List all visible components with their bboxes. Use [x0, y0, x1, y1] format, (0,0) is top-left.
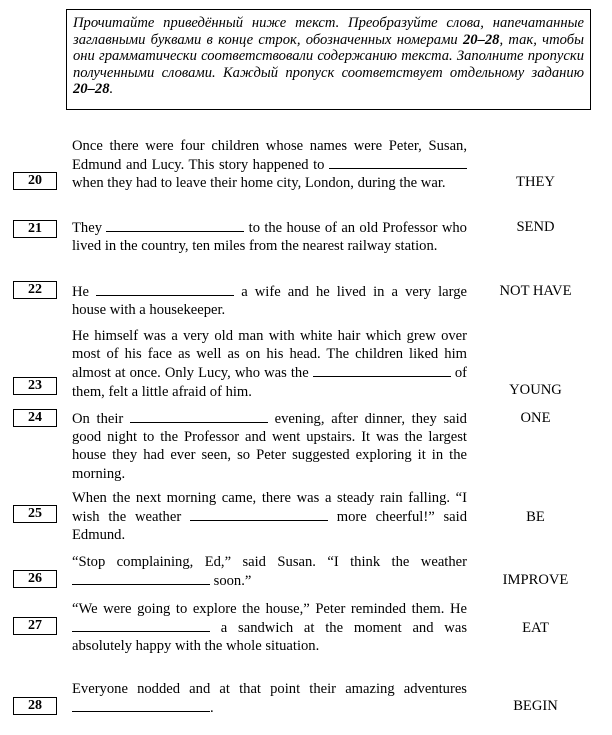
task-text — [72, 489, 467, 545]
text-after-gap: to the house of an old Professor who lived in the country, ten miles from the nearest railway station. — [72, 220, 467, 255]
text-after-gap: of them, felt a little afraid of him. — [72, 365, 467, 400]
base-word: BEGIN — [513, 698, 558, 714]
task-text — [72, 409, 467, 483]
base-word: THEY — [516, 174, 555, 190]
instructions-range-1: 20–28 — [462, 31, 500, 48]
base-word: BE — [526, 509, 545, 525]
base-word: SEND — [516, 219, 555, 235]
base-word: IMPROVE — [502, 572, 569, 588]
text-after-gap: . — [210, 700, 214, 717]
text-after-gap: evening, after dinner, they said good night to the Professor and went upstairs. It was the largest house they had ever seen, so Peter suggested exploring it in the morning. — [72, 411, 467, 482]
text-before-gap: “Stop complaining, Ed,” said Susan. “I think the weather — [72, 554, 467, 570]
instructions-box — [66, 9, 591, 110]
task-number: 26 — [13, 570, 57, 588]
task-text — [72, 327, 467, 401]
text-before-gap: They — [72, 220, 107, 236]
task-number: 25 — [13, 505, 57, 523]
task-text — [72, 137, 467, 193]
text-before-gap: When the next morning came, there was a steady rain falling. “I wish the weather — [72, 490, 467, 526]
text-after-gap: a wife and he lived in a very large house with a housekeeper. — [72, 284, 467, 319]
text-before-gap: “We were going to explore the house,” Peter reminded them. He — [72, 601, 467, 617]
task-text — [72, 218, 467, 255]
task-text — [72, 282, 467, 319]
text-before-gap: On their — [72, 411, 130, 427]
task-number: 24 — [13, 409, 57, 427]
task-number: 20 — [13, 172, 57, 190]
task-number: 22 — [13, 281, 57, 299]
task-text — [72, 600, 467, 656]
task-number: 23 — [13, 377, 57, 395]
text-after-gap: soon.” — [210, 573, 252, 590]
text-before-gap: He — [72, 284, 97, 300]
answer-gap[interactable] — [72, 698, 210, 712]
instructions-range-2: 20–28 — [73, 81, 110, 98]
text-before-gap: Everyone nodded and at that point their amazing adventures — [72, 681, 467, 697]
text-after-gap: more cheerful!” said Edmund. — [72, 509, 468, 544]
task-number: 21 — [13, 220, 57, 238]
text-before-gap: He himself was a very old man with white hair which grew over most of his face as well as on his head. The children liked him almost at once. Only Lucy, who was the — [72, 328, 467, 382]
instructions-text-2: , так, чтобы они грамматически соответствовали содержанию текста. Заполните пропуски полученными словами. Каждый пропуск соответствует отдельному заданию — [73, 31, 584, 81]
task-number: 27 — [13, 617, 57, 635]
base-word: ONE — [520, 410, 551, 426]
base-word: YOUNG — [509, 382, 562, 398]
answer-gap[interactable] — [72, 618, 210, 632]
answer-gap[interactable] — [130, 409, 268, 423]
instructions-text-3: . — [109, 81, 114, 98]
answer-gap[interactable] — [190, 507, 328, 521]
answer-gap[interactable] — [96, 282, 234, 296]
text-before-gap: Once there were four children whose names were Peter, Susan, Edmund and Lucy. This story happened to — [72, 138, 467, 174]
answer-gap[interactable] — [313, 363, 451, 377]
text-after-gap: when they had to leave their home city, London, during the war. — [72, 175, 446, 192]
task-text — [72, 680, 467, 717]
task-number: 28 — [13, 697, 57, 715]
base-word: NOT HAVE — [499, 283, 572, 299]
answer-gap[interactable] — [72, 571, 210, 585]
instructions-text-1: Прочитайте приведённый ниже текст. Преобразуйте слова, напечатанные заглавными буквами в конце строк, обозначенных номерами — [73, 15, 584, 48]
base-word: EAT — [522, 620, 549, 636]
task-text — [72, 553, 467, 590]
text-after-gap: a sandwich at the moment and was absolutely happy with the whole situation. — [72, 620, 467, 655]
answer-gap[interactable] — [106, 218, 244, 232]
answer-gap[interactable] — [329, 155, 467, 169]
